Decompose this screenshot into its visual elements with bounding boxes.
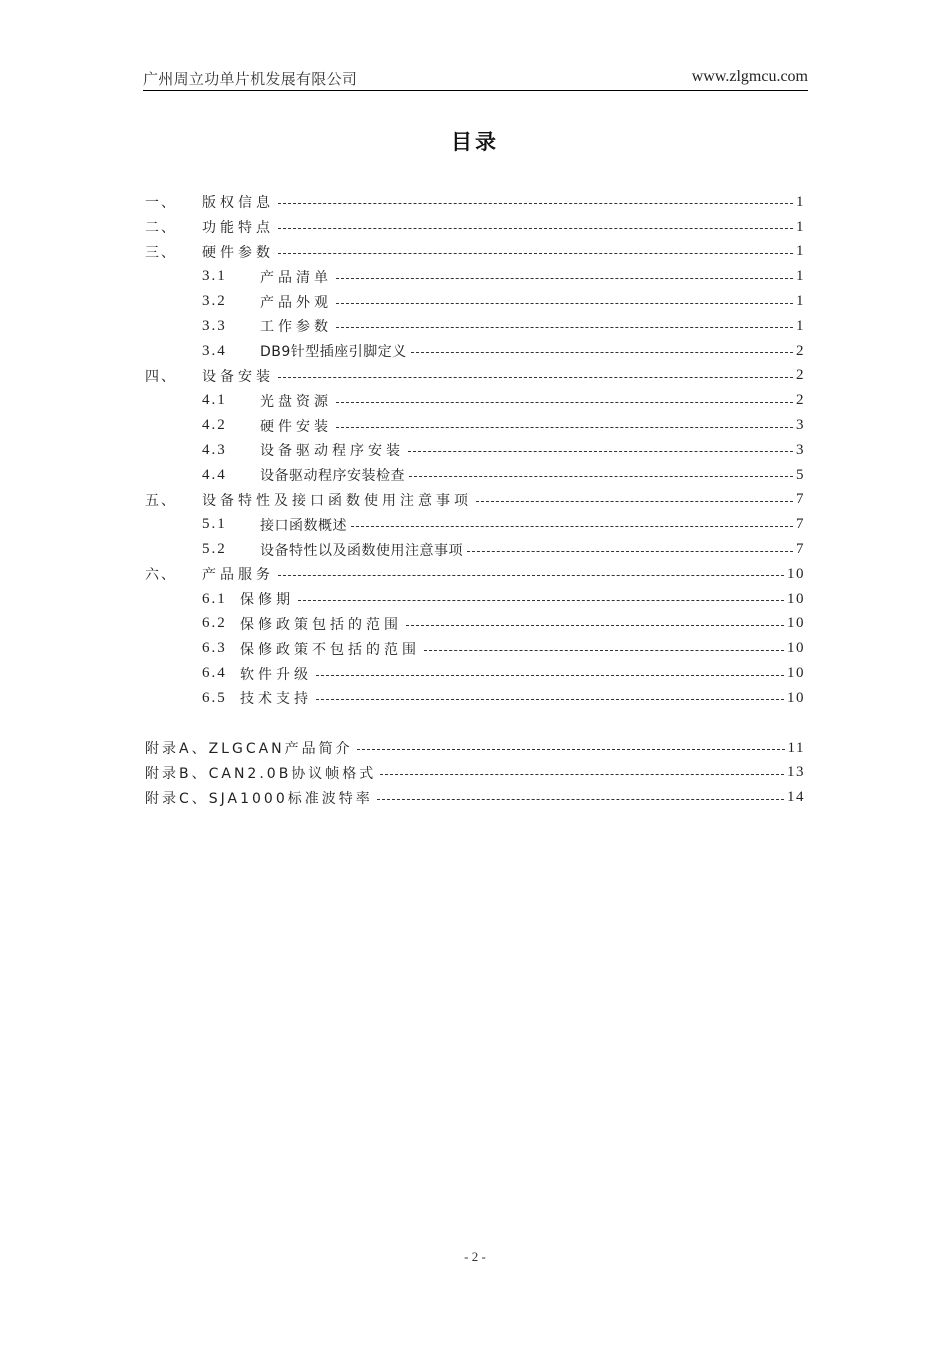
dot-leader [357,748,785,750]
dot-leader [336,426,793,428]
toc-entry-page: 10 [787,565,805,582]
dot-leader [411,351,793,353]
toc-entry-page: 7 [796,516,805,533]
toc-entry-number: 3.2 [202,293,227,310]
toc-entry-label: 设备特性以及函数使用注意事项 [260,542,463,559]
table-of-contents [145,190,805,810]
toc-entry-number: 3.3 [202,317,227,334]
toc-entry-page: 5 [796,466,805,483]
dot-leader [278,574,784,576]
toc-entry-number: 6.4 [202,665,227,682]
dot-leader [476,500,793,502]
toc-entry-page: 11 [787,739,805,756]
toc-entry-label: 工作参数 [260,319,332,336]
dot-leader [409,475,793,477]
toc-entry-label: 产品服务 [202,567,274,584]
toc-entry-label: 硬件参数 [202,244,274,261]
toc-entry-number: 三、 [145,244,177,261]
toc-entry[interactable] [145,537,805,562]
toc-entry-label: 附录C、SJA1000标准波特率 [145,790,373,807]
toc-entry-page: 1 [796,193,805,210]
toc-entry-label: 设备驱动程序安装检查 [260,468,405,485]
toc-entry-label: 设备驱动程序安装 [260,443,404,460]
company-name: 广州周立功单片机发展有限公司 [143,70,358,88]
toc-entry[interactable] [145,661,805,686]
toc-entry-label: 保修政策不包括的范围 [240,641,420,658]
toc-entry-number: 4.2 [202,417,227,434]
toc-entry[interactable] [145,190,805,215]
dot-leader [336,277,793,279]
toc-entry-number: 二、 [145,220,177,237]
toc-entry-number: 4.4 [202,466,227,483]
dot-leader [408,450,793,452]
toc-entry-page: 1 [796,268,805,285]
toc-entry-page: 7 [796,541,805,558]
toc-entry[interactable] [145,686,805,711]
dot-leader [336,326,793,328]
toc-entry-page: 1 [796,218,805,235]
toc-entry-label: 设备特性及接口函数使用注意事项 [202,492,472,509]
toc-entry-label: 附录B、CAN2.0B协议帧格式 [145,765,377,782]
toc-entry-number: 六、 [145,567,177,584]
toc-entry[interactable] [145,314,805,339]
toc-entry-page: 2 [796,392,805,409]
toc-entry-label: 产品外观 [260,294,332,311]
toc-entry-label: 设备安装 [202,368,274,385]
toc-entry-page: 10 [787,590,805,607]
dot-leader [298,599,784,601]
toc-entry-label: 保修期 [240,592,294,609]
toc-entry-number: 6.1 [202,590,227,607]
toc-entry-label: 接口函数概述 [260,517,347,534]
toc-entry[interactable] [145,463,805,488]
page-header [143,66,808,91]
toc-entry-label: 软件升级 [240,666,312,683]
dot-leader [351,525,793,527]
toc-entry[interactable] [145,388,805,413]
toc-entry-number: 4.1 [202,392,227,409]
toc-entry-label: 版权信息 [202,195,274,212]
toc-entry[interactable] [145,785,805,810]
toc-entry[interactable] [145,761,805,786]
toc-entry[interactable] [145,215,805,240]
dot-leader [424,649,784,651]
dot-leader [278,252,793,254]
toc-title: 目录 [451,130,499,154]
toc-entry-number: 五、 [145,492,177,509]
toc-entry[interactable] [145,240,805,265]
toc-entry[interactable] [145,413,805,438]
toc-entry-number: 5.2 [202,541,227,558]
dot-leader [377,798,784,800]
toc-entry-number: 一、 [145,195,177,212]
toc-entry-page: 2 [796,367,805,384]
toc-entry[interactable] [145,289,805,314]
toc-entry-number: 4.3 [202,441,227,458]
dot-leader [278,202,793,204]
toc-entry-label: 光盘资源 [260,393,332,410]
website-url: www.zlgmcu.com [691,68,808,85]
toc-entry-label: 保修政策包括的范围 [240,616,402,633]
toc-entry-number: 四、 [145,368,177,385]
toc-entry-label: 功能特点 [202,220,274,237]
toc-entry[interactable] [145,736,805,761]
toc-entry[interactable] [145,562,805,587]
dot-leader [316,698,784,700]
dot-leader [336,401,793,403]
toc-entry-label: 附录A、ZLGCAN产品简介 [145,741,353,758]
toc-entry[interactable] [145,339,805,364]
toc-entry-label: 技术支持 [240,691,312,708]
dot-leader [380,773,784,775]
toc-entry-page: 10 [787,689,805,706]
toc-entry[interactable] [145,587,805,612]
dot-leader [406,624,784,626]
toc-entry-page: 1 [796,243,805,260]
dot-leader [467,550,793,552]
toc-entry-number: 5.1 [202,516,227,533]
toc-entry-page: 7 [796,491,805,508]
dot-leader [336,302,793,304]
toc-entry-number: 6.5 [202,689,227,706]
dot-leader [316,674,784,676]
toc-entry-page: 3 [796,417,805,434]
toc-entry-page: 1 [796,317,805,334]
toc-entry[interactable] [145,612,805,637]
toc-entry-page: 2 [796,342,805,359]
toc-entry-number: 3.4 [202,342,227,359]
toc-entry-page: 10 [787,615,805,632]
toc-entry[interactable] [145,512,805,537]
toc-entry-number: 3.1 [202,268,227,285]
toc-entry-label: 产品清单 [260,269,332,286]
dot-leader [278,376,793,378]
toc-entry-number: 6.3 [202,640,227,657]
toc-entry-page: 3 [796,441,805,458]
toc-entry-label: 硬件安装 [260,418,332,435]
toc-entry-page: 10 [787,665,805,682]
toc-entry[interactable] [145,438,805,463]
toc-entry[interactable] [145,264,805,289]
toc-entry-page: 10 [787,640,805,657]
toc-entry[interactable] [145,364,805,389]
toc-entry[interactable] [145,636,805,661]
toc-entry-number: 6.2 [202,615,227,632]
toc-entry-page: 1 [796,293,805,310]
dot-leader [278,227,793,229]
page-number: - 2 - [464,1249,486,1264]
toc-entry-page: 14 [787,789,805,806]
toc-entry-label: DB9针型插座引脚定义 [260,344,407,361]
toc-entry[interactable] [145,488,805,513]
toc-entry-page: 13 [787,764,805,781]
